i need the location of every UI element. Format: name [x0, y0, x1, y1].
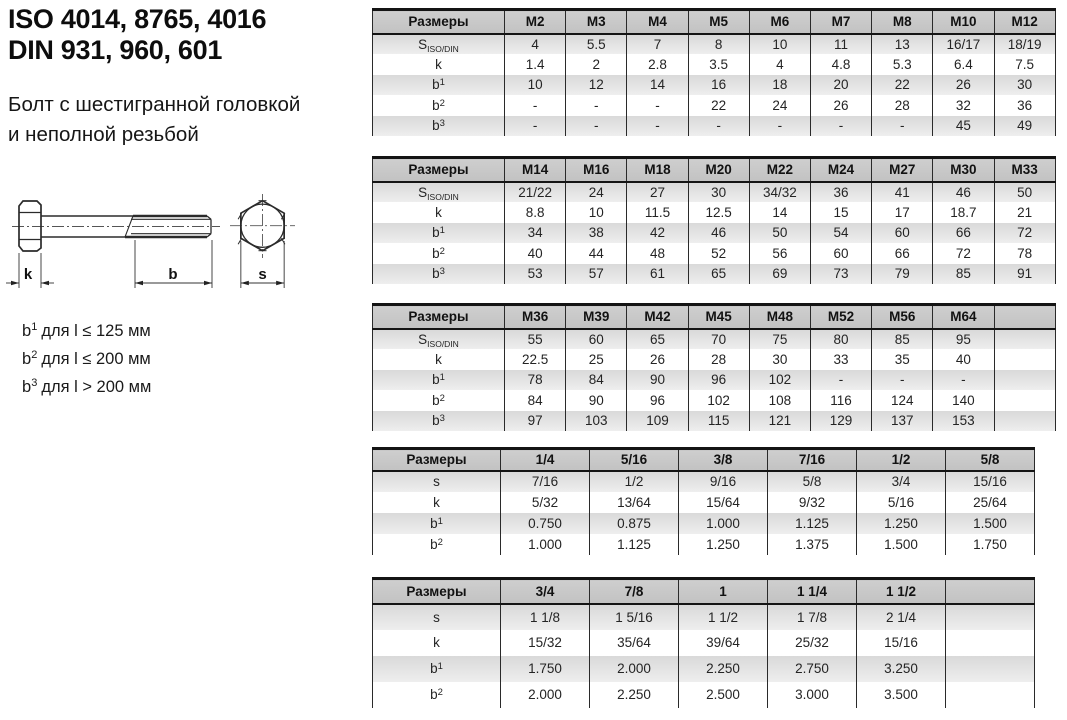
cell: 69 — [749, 264, 810, 285]
bolt-head-end-view — [230, 194, 295, 288]
cell — [994, 390, 1055, 411]
note-b2: $b^2$ для l ≤ 200 мм — [22, 349, 151, 368]
cell: 2.000 — [590, 656, 679, 682]
cell: 65 — [627, 329, 688, 350]
col-header-size: 7/8 — [590, 579, 679, 604]
cell: 90 — [566, 390, 627, 411]
cell: 6.4 — [933, 54, 994, 75]
col-header-size: M7 — [810, 10, 871, 34]
row-label: $b^3$ — [373, 116, 505, 137]
cell: 108 — [749, 390, 810, 411]
row-label: $S_{ISO/DIN}$ — [373, 329, 505, 350]
cell: 7 — [627, 34, 688, 55]
table-row — [373, 370, 1056, 391]
row-label: s — [373, 604, 501, 630]
cell: - — [505, 95, 566, 116]
dimension-s — [241, 241, 284, 288]
cell: 40 — [933, 349, 994, 370]
row-label: k — [373, 630, 501, 656]
cell: - — [810, 370, 871, 391]
col-header-size: 7/16 — [768, 449, 857, 471]
spec-table-1 — [372, 8, 1056, 136]
cell: 116 — [810, 390, 871, 411]
cell: 60 — [872, 223, 933, 244]
cell: 8 — [688, 34, 749, 55]
table-row — [373, 513, 1035, 534]
row-label: k — [373, 202, 505, 223]
cell: 2.8 — [627, 54, 688, 75]
cell: 1 5/16 — [590, 604, 679, 630]
cell: 103 — [566, 411, 627, 432]
cell: 1.4 — [505, 54, 566, 75]
cell: 60 — [566, 329, 627, 350]
cell: 1.500 — [946, 513, 1035, 534]
note-b3: $b^3$ для l > 200 мм — [22, 377, 152, 396]
note-b1: $b^1$ для l ≤ 125 мм — [22, 321, 151, 340]
cell: 9/16 — [679, 471, 768, 492]
cell: - — [933, 370, 994, 391]
row-label: $S_{ISO/DIN}$ — [373, 34, 505, 55]
cell: 2.250 — [590, 682, 679, 708]
cell: 5.3 — [872, 54, 933, 75]
cell: 10 — [566, 202, 627, 223]
cell: 57 — [566, 264, 627, 285]
cell: 4 — [505, 34, 566, 55]
cell: - — [627, 116, 688, 137]
cell: 24 — [749, 95, 810, 116]
cell: 124 — [872, 390, 933, 411]
cell: 15 — [810, 202, 871, 223]
cell: 17 — [872, 202, 933, 223]
row-label: k — [373, 492, 501, 513]
cell: 2.250 — [679, 656, 768, 682]
col-header-size: M27 — [872, 158, 933, 182]
cell: 0.875 — [590, 513, 679, 534]
cell: 18.7 — [933, 202, 994, 223]
cell: 24 — [566, 182, 627, 203]
cell: 5.5 — [566, 34, 627, 55]
cell: 35 — [872, 349, 933, 370]
cell: - — [810, 116, 871, 137]
dimension-k — [6, 253, 54, 288]
row-label: $b^1$ — [373, 223, 505, 244]
col-header-size: M42 — [627, 305, 688, 329]
cell: - — [688, 116, 749, 137]
cell: 22.5 — [505, 349, 566, 370]
cell: 46 — [688, 223, 749, 244]
cell: 13 — [872, 34, 933, 55]
cell: 1.750 — [501, 656, 590, 682]
bolt-head-side-view — [19, 201, 41, 251]
cell: 50 — [749, 223, 810, 244]
col-header-size: M30 — [933, 158, 994, 182]
cell — [994, 411, 1055, 432]
cell: 33 — [810, 349, 871, 370]
corner-header: Размеры — [373, 305, 505, 329]
standards-title-din: DIN 931, 960, 601 — [8, 35, 223, 65]
cell: 44 — [566, 243, 627, 264]
cell: 60 — [810, 243, 871, 264]
col-header-size: 5/16 — [590, 449, 679, 471]
cell: 34 — [505, 223, 566, 244]
cell: 56 — [749, 243, 810, 264]
cell: 14 — [627, 75, 688, 96]
col-header-empty — [946, 579, 1035, 604]
cell: 1.750 — [946, 534, 1035, 555]
cell — [946, 682, 1035, 708]
product-subtitle-line2: и неполной резьбой — [8, 123, 199, 146]
cell: 1.125 — [768, 513, 857, 534]
cell: 1 1/8 — [501, 604, 590, 630]
cell: 96 — [627, 390, 688, 411]
corner-header: Размеры — [373, 158, 505, 182]
table-row — [373, 223, 1056, 244]
cell — [946, 656, 1035, 682]
spec-table-5 — [372, 577, 1035, 708]
row-label: $b^3$ — [373, 411, 505, 432]
table-row — [373, 264, 1056, 285]
cell: 78 — [994, 243, 1055, 264]
cell: 11.5 — [627, 202, 688, 223]
cell: 3.250 — [857, 656, 946, 682]
row-label: $S_{ISO/DIN}$ — [373, 182, 505, 203]
cell: 79 — [872, 264, 933, 285]
cell: 2 1/4 — [857, 604, 946, 630]
cell: 90 — [627, 370, 688, 391]
cell: 27 — [627, 182, 688, 203]
table-row — [373, 411, 1056, 432]
cell: 153 — [933, 411, 994, 432]
cell: 26 — [933, 75, 994, 96]
cell: - — [566, 95, 627, 116]
cell: 102 — [688, 390, 749, 411]
standards-title — [8, 4, 266, 66]
col-header-size: 1/4 — [501, 449, 590, 471]
cell: 109 — [627, 411, 688, 432]
col-header-size: M22 — [749, 158, 810, 182]
cell: 15/16 — [946, 471, 1035, 492]
cell: 32 — [933, 95, 994, 116]
col-header-size: M52 — [810, 305, 871, 329]
cell: - — [566, 116, 627, 137]
cell: 1.250 — [857, 513, 946, 534]
cell: 30 — [688, 182, 749, 203]
cell: - — [505, 116, 566, 137]
cell: 1.375 — [768, 534, 857, 555]
table-row — [373, 630, 1035, 656]
cell: 5/16 — [857, 492, 946, 513]
cell: 40 — [505, 243, 566, 264]
cell: 75 — [749, 329, 810, 350]
table-row — [373, 492, 1035, 513]
cell: 140 — [933, 390, 994, 411]
cell: 91 — [994, 264, 1055, 285]
col-header-size: 1 1/2 — [857, 579, 946, 604]
product-subtitle-line1: Болт с шестигранной головкой — [8, 93, 301, 116]
cell: - — [749, 116, 810, 137]
cell: 1.000 — [679, 513, 768, 534]
cell: 46 — [933, 182, 994, 203]
cell: 12.5 — [688, 202, 749, 223]
table-row — [373, 182, 1056, 203]
cell: 9/32 — [768, 492, 857, 513]
cell: 1 1/2 — [679, 604, 768, 630]
cell: 121 — [749, 411, 810, 432]
cell: 80 — [810, 329, 871, 350]
col-header-size: M48 — [749, 305, 810, 329]
cell: 85 — [872, 329, 933, 350]
table-row — [373, 604, 1035, 630]
cell: 72 — [933, 243, 994, 264]
col-header-size: M4 — [627, 10, 688, 34]
cell: 3.000 — [768, 682, 857, 708]
spec-table-2 — [372, 156, 1056, 284]
cell: 21/22 — [505, 182, 566, 203]
table-row — [373, 390, 1056, 411]
cell: 5/32 — [501, 492, 590, 513]
cell: 52 — [688, 243, 749, 264]
col-header-size: 1 — [679, 579, 768, 604]
cell: 26 — [627, 349, 688, 370]
cell: 84 — [505, 390, 566, 411]
cell: 18/19 — [994, 34, 1055, 55]
table-row — [373, 54, 1056, 75]
cell: 95 — [933, 329, 994, 350]
col-header-size: M20 — [688, 158, 749, 182]
col-header-size: M10 — [933, 10, 994, 34]
cell: 78 — [505, 370, 566, 391]
table-row — [373, 95, 1056, 116]
table-row — [373, 243, 1056, 264]
cell: 84 — [566, 370, 627, 391]
table-row — [373, 534, 1035, 555]
table-row — [373, 116, 1056, 137]
row-label: $b^2$ — [373, 243, 505, 264]
col-header-size: M3 — [566, 10, 627, 34]
cell: 25/32 — [768, 630, 857, 656]
row-label: k — [373, 349, 505, 370]
cell: 25/64 — [946, 492, 1035, 513]
thread-length-notes — [22, 318, 151, 402]
cell: 55 — [505, 329, 566, 350]
table-row — [373, 471, 1035, 492]
row-label: $b^1$ — [373, 370, 505, 391]
cell — [994, 370, 1055, 391]
cell: 96 — [688, 370, 749, 391]
cell: 18 — [749, 75, 810, 96]
table-row — [373, 329, 1056, 350]
cell: 14 — [749, 202, 810, 223]
cell — [946, 630, 1035, 656]
col-header-size: M56 — [872, 305, 933, 329]
cell: 4 — [749, 54, 810, 75]
cell: 0.750 — [501, 513, 590, 534]
cell: - — [872, 116, 933, 137]
cell: 97 — [505, 411, 566, 432]
col-header-size: 5/8 — [946, 449, 1035, 471]
cell: 129 — [810, 411, 871, 432]
row-label: s — [373, 471, 501, 492]
spec-table-4 — [372, 447, 1035, 555]
product-subtitle — [8, 90, 300, 150]
row-label: $b^1$ — [373, 656, 501, 682]
cell: 36 — [994, 95, 1055, 116]
col-header-size: M12 — [994, 10, 1055, 34]
cell: 11 — [810, 34, 871, 55]
cell: 16 — [688, 75, 749, 96]
row-label: $b^3$ — [373, 264, 505, 285]
row-label: k — [373, 54, 505, 75]
cell: 15/64 — [679, 492, 768, 513]
cell: 3/4 — [857, 471, 946, 492]
col-header-size: M16 — [566, 158, 627, 182]
cell: 34/32 — [749, 182, 810, 203]
table-row — [373, 349, 1056, 370]
cell: 54 — [810, 223, 871, 244]
corner-header: Размеры — [373, 449, 501, 471]
cell: 10 — [749, 34, 810, 55]
col-header-size: M45 — [688, 305, 749, 329]
cell: 1.125 — [590, 534, 679, 555]
col-header-size: M24 — [810, 158, 871, 182]
cell: 10 — [505, 75, 566, 96]
table-row — [373, 682, 1035, 708]
cell: - — [627, 95, 688, 116]
cell: 2.750 — [768, 656, 857, 682]
col-header-size: 1 1/4 — [768, 579, 857, 604]
cell: 1 7/8 — [768, 604, 857, 630]
row-label: $b^2$ — [373, 534, 501, 555]
cell: 2.000 — [501, 682, 590, 708]
standards-title-iso: ISO 4014, 8765, 4016 — [8, 4, 267, 34]
col-header-size: M2 — [505, 10, 566, 34]
row-label: $b^2$ — [373, 390, 505, 411]
cell: 39/64 — [679, 630, 768, 656]
cell: 66 — [872, 243, 933, 264]
cell: 35/64 — [590, 630, 679, 656]
cell: 16/17 — [933, 34, 994, 55]
cell: 30 — [994, 75, 1055, 96]
bolt-technical-drawing — [0, 183, 320, 295]
cell: 85 — [933, 264, 994, 285]
cell: 4.8 — [810, 54, 871, 75]
cell: 1.500 — [857, 534, 946, 555]
cell: 7/16 — [501, 471, 590, 492]
corner-header: Размеры — [373, 10, 505, 34]
cell: 1.250 — [679, 534, 768, 555]
col-header-size: M8 — [872, 10, 933, 34]
cell: 38 — [566, 223, 627, 244]
cell: 28 — [688, 349, 749, 370]
cell — [994, 349, 1055, 370]
cell: - — [872, 370, 933, 391]
col-header-empty — [994, 305, 1055, 329]
cell: 45 — [933, 116, 994, 137]
dimension-s-label: s — [258, 266, 267, 283]
cell: 22 — [688, 95, 749, 116]
cell: 1/2 — [590, 471, 679, 492]
dimension-b — [135, 240, 212, 288]
cell: 7.5 — [994, 54, 1055, 75]
cell: 26 — [810, 95, 871, 116]
cell: 22 — [872, 75, 933, 96]
cell: 3.5 — [688, 54, 749, 75]
cell: 12 — [566, 75, 627, 96]
col-header-size: M5 — [688, 10, 749, 34]
col-header-size: M6 — [749, 10, 810, 34]
cell: 49 — [994, 116, 1055, 137]
cell: 3.500 — [857, 682, 946, 708]
table-row — [373, 34, 1056, 55]
col-header-size: M64 — [933, 305, 994, 329]
cell: 8.8 — [505, 202, 566, 223]
col-header-size: 3/8 — [679, 449, 768, 471]
table-row — [373, 202, 1056, 223]
cell: 21 — [994, 202, 1055, 223]
cell: 25 — [566, 349, 627, 370]
cell: 41 — [872, 182, 933, 203]
cell: 30 — [749, 349, 810, 370]
cell — [994, 329, 1055, 350]
cell: 137 — [872, 411, 933, 432]
row-label: $b^2$ — [373, 682, 501, 708]
col-header-size: 1/2 — [857, 449, 946, 471]
cell: 53 — [505, 264, 566, 285]
dimension-b-label: b — [168, 266, 178, 283]
cell: 48 — [627, 243, 688, 264]
cell: 13/64 — [590, 492, 679, 513]
cell: 50 — [994, 182, 1055, 203]
cell: 42 — [627, 223, 688, 244]
cell: 20 — [810, 75, 871, 96]
cell — [946, 604, 1035, 630]
table-row — [373, 75, 1056, 96]
col-header-size: 3/4 — [501, 579, 590, 604]
cell: 15/16 — [857, 630, 946, 656]
col-header-size: M36 — [505, 305, 566, 329]
cell: 70 — [688, 329, 749, 350]
cell: 72 — [994, 223, 1055, 244]
cell: 73 — [810, 264, 871, 285]
corner-header: Размеры — [373, 579, 501, 604]
spec-table-3 — [372, 303, 1056, 431]
row-label: $b^2$ — [373, 95, 505, 116]
cell: 5/8 — [768, 471, 857, 492]
row-label: $b^1$ — [373, 513, 501, 534]
col-header-size: M14 — [505, 158, 566, 182]
cell: 65 — [688, 264, 749, 285]
cell: 102 — [749, 370, 810, 391]
cell: 61 — [627, 264, 688, 285]
cell: 36 — [810, 182, 871, 203]
cell: 2.500 — [679, 682, 768, 708]
col-header-size: M18 — [627, 158, 688, 182]
dimension-k-label: k — [23, 266, 33, 283]
cell: 115 — [688, 411, 749, 432]
col-header-size: M39 — [566, 305, 627, 329]
cell: 28 — [872, 95, 933, 116]
row-label: $b^1$ — [373, 75, 505, 96]
table-row — [373, 656, 1035, 682]
col-header-size: M33 — [994, 158, 1055, 182]
cell: 2 — [566, 54, 627, 75]
cell: 66 — [933, 223, 994, 244]
cell: 15/32 — [501, 630, 590, 656]
cell: 1.000 — [501, 534, 590, 555]
